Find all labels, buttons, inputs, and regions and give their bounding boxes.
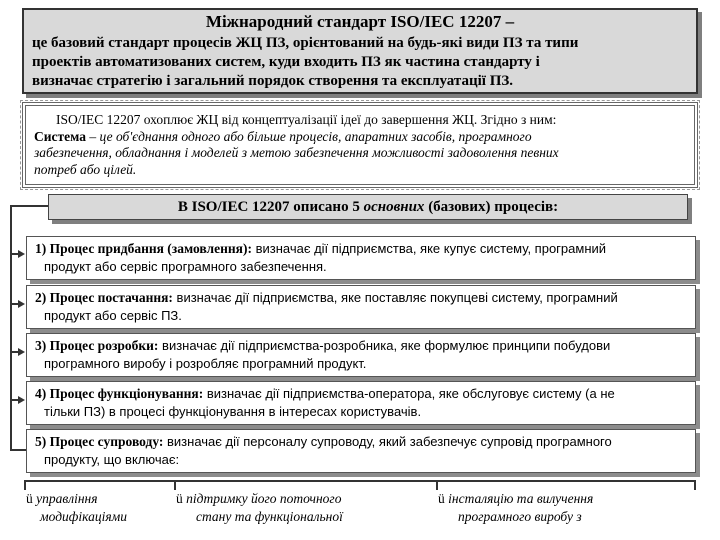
standard-title: Міжнародний стандарт ISO/IEC 12207 – (205, 12, 515, 31)
processes-intro-box (48, 194, 688, 220)
intro-emphasis: основних (363, 199, 425, 215)
subitem-line-1: підтримку його поточного (182, 491, 342, 506)
process-text-line-2: продукт або сервіс програмного забезпечення. (44, 259, 327, 274)
scope-box (22, 102, 698, 188)
system-definition-rest: – це об'єднання одного або більше процесів, апаратних засобів, програмного (86, 128, 532, 144)
process-box-maintenance (26, 429, 696, 473)
process-text: визначає дії підприємства-розробника, яке формулює принципи побудови (158, 338, 611, 353)
system-term: Система (34, 128, 86, 144)
process-text-line-2: програмного виробу і розробляє програмний продукт. (44, 356, 367, 371)
intro-suffix: (базових) процесів: (424, 199, 559, 215)
arrow-process-3 (18, 348, 25, 356)
process-text-line-2: тільки ПЗ) в процесі функціонування в інтересах користувачів. (44, 404, 422, 419)
maintenance-subitems-connector (24, 480, 696, 482)
subitem-line-2: стану та функціональної (196, 509, 343, 524)
process-heading: 4) Процес функціонування: (35, 386, 204, 401)
checkmark-icon: ü (438, 491, 445, 506)
arrow-process-2 (18, 300, 25, 308)
scope-system-definition (34, 129, 686, 146)
process-heading: 3) Процес розробки: (35, 338, 159, 353)
subitem-line-2: програмного виробу з (458, 509, 582, 524)
connector-intro (10, 205, 48, 207)
subitem-line-1: управління (32, 491, 98, 506)
process-text-line-2: продукту, що включає: (44, 452, 180, 467)
process-box-acquisition (26, 236, 696, 280)
process-box-development (26, 333, 696, 377)
process-heading: 2) Процес постачання: (35, 290, 173, 305)
process-text: визначає дії персоналу супроводу, який забезпечує супровід програмного (163, 434, 612, 449)
process-heading: 5) Процес супроводу: (35, 434, 164, 449)
subitem-drop-end (694, 480, 696, 490)
connector-trunk (10, 205, 12, 450)
standard-description-line-1: це базовий стандарт процесів ЖЦ ПЗ, орієнтований на будь-які види ПЗ та типи (32, 35, 579, 51)
subitem-installation-removal (438, 490, 593, 526)
process-box-supply (26, 285, 696, 329)
subitem-drop-2 (174, 480, 176, 490)
subitem-line-1: інсталяцію та вилучення (444, 491, 594, 506)
process-text: визначає дії підприємства, яке поставляє покупцеві систему, програмний (172, 290, 618, 305)
process-text: визначає дії підприємства-оператора, яке обслуговує систему (а не (203, 386, 615, 401)
scope-line-3: забезпечення, обладнання і моделей з метою забезпечення можливості задоволення певних (34, 145, 559, 160)
process-text: визначає дії підприємства, яке купує систему, програмний (251, 241, 607, 256)
standard-description-line-3: визначає стратегію і загальний порядок створення та експлуатації ПЗ. (32, 73, 514, 89)
process-heading: 1) Процес придбання (замовлення): (35, 241, 252, 256)
process-text-line-2: продукт або сервіс ПЗ. (44, 308, 182, 323)
checkmark-icon: ü (26, 491, 33, 506)
arrow-process-1 (18, 250, 25, 258)
subitem-line-2: модифікаціями (40, 509, 127, 524)
scope-line-4: потреб або цілей. (34, 161, 137, 177)
intro-prefix: В ISO/IEC 12207 описано 5 (177, 199, 364, 215)
subitem-state-support (176, 490, 343, 526)
standard-definition-box (22, 8, 698, 94)
subitem-drop-1 (24, 480, 26, 490)
subitem-modification-management (26, 490, 127, 526)
checkmark-icon: ü (176, 491, 183, 506)
subitem-drop-3 (436, 480, 438, 490)
process-box-operation (26, 381, 696, 425)
scope-text (34, 112, 686, 178)
connector-process-5 (10, 449, 26, 451)
standard-description-line-2: проектів автоматизованих систем, куди входить ПЗ як частина стандарту і (32, 54, 540, 70)
scope-lead: ISO/IEC 12207 охоплює ЖЦ від концептуалізації ідеї до завершення ЖЦ. Згідно з ним: (56, 112, 557, 127)
standard-description (32, 34, 690, 91)
arrow-process-4 (18, 396, 25, 404)
